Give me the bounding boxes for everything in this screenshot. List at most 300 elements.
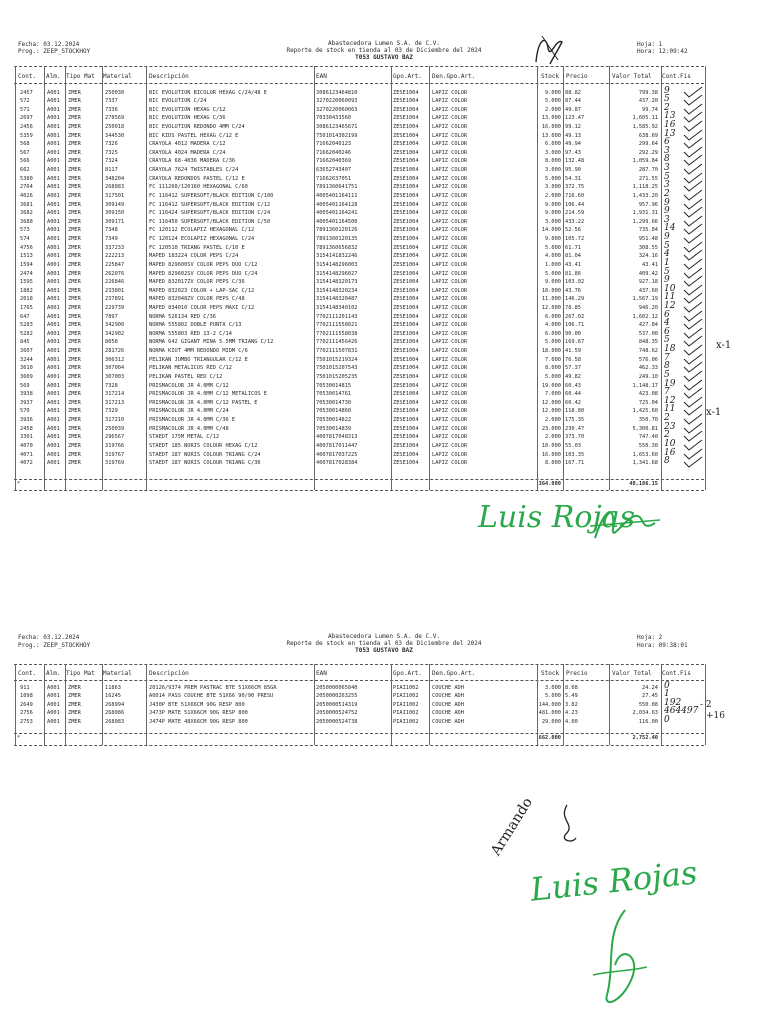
- cell-precio: 97.43: [565, 149, 581, 156]
- cell-conteo-fisico: 5: [664, 335, 670, 346]
- cell-cont: 3936: [20, 417, 33, 424]
- cell-descripcion: NORMA 555802 DOBLE PUNTA C/13: [149, 322, 242, 329]
- cell-cont: 2474: [20, 270, 33, 277]
- handwritten-name: Luis Rojas: [528, 853, 699, 909]
- cell-cont: 571: [20, 106, 30, 113]
- cell-conteo-fisico: 16: [664, 119, 676, 130]
- cell-tipo-material: ZMER: [68, 106, 81, 113]
- cell-almacen: A001: [47, 710, 60, 717]
- cell-denominacion-grupo: COUCHE ADH: [432, 685, 464, 691]
- column-header-cont: Cont.: [18, 73, 37, 80]
- cell-denominacion-grupo: LAPIZ COLOR: [432, 218, 468, 225]
- cell-stock: 10.000: [541, 442, 561, 449]
- cell-stock: 12.000: [541, 399, 561, 406]
- cell-valor-total: 1,148.17: [632, 382, 658, 389]
- cell-precio: 103.02: [565, 279, 585, 286]
- cell-cont: 4071: [20, 451, 33, 458]
- cell-material: 226846: [105, 279, 125, 286]
- cell-ean: 7501015219324: [316, 356, 358, 363]
- cell-tipo-material: ZMER: [68, 244, 81, 251]
- cell-ean: 3270220060063: [316, 106, 358, 113]
- cell-ean: 3154148296027: [316, 270, 358, 277]
- cell-cont: 5380: [20, 175, 33, 182]
- cell-grupo-articulo: ZESE1004: [393, 106, 419, 113]
- cell-cont: 574: [20, 236, 30, 243]
- cell-grupo-articulo: ZESE1004: [393, 434, 419, 441]
- cell-precio: 43.76: [565, 287, 581, 294]
- column-separator: [314, 664, 315, 745]
- cell-descripcion: CRAYOLA 68-4036 MADERA C/36: [149, 158, 236, 165]
- cell-ean: 70530014730: [316, 399, 352, 406]
- cell-cont: 568: [20, 141, 30, 148]
- cell-almacen: A001: [47, 701, 60, 708]
- cell-almacen: A001: [47, 236, 60, 243]
- cell-ean: 3154148296003: [316, 261, 358, 268]
- cell-conteo-fisico: 10: [664, 283, 676, 294]
- cell-tipo-material: ZMER: [68, 693, 81, 700]
- report-program: Prog.: ZEEP_STOCKHOY: [18, 642, 91, 649]
- cell-almacen: A001: [47, 382, 60, 389]
- cell-ean: 3154148320487: [316, 296, 358, 303]
- cell-descripcion: 20126/9374 PREM PASTRAC BTE 51X66CM 85GR: [149, 685, 277, 691]
- cell-tipo-material: ZMER: [68, 141, 81, 148]
- table-row: [0, 681, 768, 692]
- column-header-material: Material: [103, 670, 132, 677]
- cell-tipo-material: ZMER: [68, 373, 81, 380]
- cell-cont: 2756: [20, 710, 33, 717]
- cell-tipo-material: ZMER: [68, 348, 81, 355]
- cell-tipo-material: ZMER: [68, 685, 81, 691]
- cell-denominacion-grupo: LAPIZ COLOR: [432, 365, 468, 372]
- cell-material: 309150: [105, 210, 125, 217]
- column-header-ean: EAN: [316, 670, 327, 677]
- cell-material: 319767: [105, 451, 125, 458]
- cell-grupo-articulo: ZESE1004: [393, 270, 419, 277]
- cell-conteo-fisico: 19: [664, 378, 676, 389]
- cell-material: 7328: [105, 382, 118, 389]
- cell-almacen: A001: [47, 373, 60, 380]
- cell-cont: 2649: [20, 701, 33, 708]
- cell-valor-total: 848.35: [638, 339, 658, 346]
- handwritten-note: +16: [706, 711, 725, 721]
- cell-precio: 88.82: [565, 89, 581, 96]
- report-date: Fecha: 03.12.2024: [18, 41, 80, 48]
- cell-denominacion-grupo: LAPIZ COLOR: [432, 192, 468, 199]
- cell-valor-total: 725.04: [638, 399, 658, 406]
- cell-almacen: A001: [47, 98, 60, 105]
- column-header-ean: EAN: [316, 73, 327, 80]
- cell-conteo-fisico: 0: [664, 681, 670, 691]
- cell-conteo-fisico: 8: [664, 154, 670, 165]
- handwritten-signature: Armando: [488, 795, 536, 859]
- cell-material: 250039: [105, 425, 125, 432]
- cell-denominacion-grupo: LAPIZ COLOR: [432, 175, 468, 182]
- cell-almacen: A001: [47, 244, 60, 251]
- cell-material: 317214: [105, 391, 125, 398]
- cell-tipo-material: ZMER: [68, 442, 81, 449]
- cell-denominacion-grupo: LAPIZ COLOR: [432, 391, 468, 398]
- cell-grupo-articulo: ZESE1004: [393, 391, 419, 398]
- cell-descripcion: BIC EVOLUTION BICOLOR HEXAG C/24/48 E: [149, 89, 267, 96]
- cell-precio: 175.35: [565, 417, 585, 424]
- column-header-conteo-fisico: Cont.Fis: [662, 670, 691, 677]
- cell-almacen: A001: [47, 167, 60, 174]
- cell-denominacion-grupo: LAPIZ COLOR: [432, 227, 468, 234]
- cell-conteo-fisico: 5: [664, 240, 670, 251]
- cell-almacen: A001: [47, 106, 60, 113]
- cell-cont: 845: [20, 339, 30, 346]
- cell-stock: 5.000: [545, 244, 561, 251]
- cell-ean: 7501015205235: [316, 373, 358, 380]
- cell-denominacion-grupo: COUCHE ADH: [432, 701, 464, 708]
- cell-tipo-material: ZMER: [68, 236, 81, 243]
- cell-stock: 18.000: [541, 348, 561, 355]
- cell-precio: 716.60: [565, 192, 585, 199]
- cell-cont: 4070: [20, 442, 33, 449]
- column-separator: [44, 664, 45, 745]
- cell-conteo-fisico: 192: [664, 697, 682, 708]
- cell-descripcion: PRISMACOLOR JR 4.0MM C/36 E: [149, 417, 236, 424]
- cell-tipo-material: ZMER: [68, 287, 81, 294]
- cell-cont: 1765: [20, 305, 33, 311]
- cell-stock: 144.000: [538, 701, 561, 708]
- column-header-grupo-articulo: Gpo.Art.: [393, 73, 422, 80]
- cell-grupo-articulo: ZESE1004: [393, 322, 419, 329]
- cell-ean: 3154148340102: [316, 305, 358, 311]
- cell-descripcion: BIC EVOLUTION REDONDO 4MM C/24: [149, 123, 245, 130]
- cell-stock: 1.000: [545, 261, 561, 268]
- cell-precio: 99.12: [565, 123, 581, 130]
- cell-denominacion-grupo: LAPIZ COLOR: [432, 434, 468, 441]
- cell-almacen: A001: [47, 365, 60, 372]
- cell-conteo-fisico: 2: [664, 430, 670, 441]
- cell-almacen: A001: [47, 451, 60, 458]
- column-header-descripcion: Descripción: [149, 670, 189, 677]
- cell-denominacion-grupo: LAPIZ COLOR: [432, 279, 468, 286]
- cell-stock: 4.000: [545, 253, 561, 260]
- cell-denominacion-grupo: LAPIZ COLOR: [432, 382, 468, 389]
- cell-cont: 2456: [20, 123, 33, 130]
- cell-denominacion-grupo: LAPIZ COLOR: [432, 261, 468, 268]
- cell-material: 306312: [105, 356, 125, 363]
- total-marker: *: [17, 481, 21, 487]
- cell-cont: 5359: [20, 132, 33, 139]
- cell-tipo-material: ZMER: [68, 158, 81, 165]
- cell-ean: 3270220060093: [316, 98, 358, 105]
- cell-grupo-articulo: ZESE1004: [393, 417, 419, 424]
- cell-cont: 2018: [20, 296, 33, 303]
- cell-ean: 7702111558021: [316, 322, 358, 329]
- cell-tipo-material: ZMER: [68, 460, 81, 467]
- column-separator: [102, 664, 103, 745]
- cell-conteo-fisico: 23: [664, 421, 676, 432]
- cell-descripcion: CRAYOLA 4012 MADERA C/12: [149, 141, 226, 148]
- cell-denominacion-grupo: LAPIZ COLOR: [432, 236, 468, 243]
- cell-cont: 1594: [20, 261, 33, 268]
- cell-conteo-fisico: 18: [664, 344, 676, 355]
- cell-ean: 70530014860: [316, 408, 352, 415]
- cell-conteo-fisico: 1: [664, 689, 670, 700]
- cell-almacen: A001: [47, 417, 60, 424]
- cell-valor-total: 1,567.19: [632, 296, 658, 303]
- cell-precio: 60.44: [565, 391, 581, 398]
- column-separator: [661, 664, 662, 745]
- cell-material: 7337: [105, 98, 118, 105]
- cell-grupo-articulo: ZESE1004: [393, 201, 419, 208]
- cell-material: 319766: [105, 442, 125, 449]
- cell-grupo-articulo: ZESE1004: [393, 296, 419, 303]
- total-divider: [14, 745, 704, 746]
- cell-denominacion-grupo: LAPIZ COLOR: [432, 201, 468, 208]
- cell-ean: 4005401164241: [316, 210, 358, 217]
- cell-material: 268086: [105, 710, 125, 717]
- cell-stock: 8.000: [545, 460, 561, 467]
- cell-material: 342900: [105, 322, 125, 329]
- cell-descripcion: FC 120124 ECOLAPIZ HEXAGONAL C/24: [149, 236, 255, 243]
- cell-grupo-articulo: ZESE1004: [393, 218, 419, 225]
- cell-valor-total: 638.69: [638, 132, 658, 139]
- cell-stock: 5.000: [545, 693, 561, 700]
- cell-ean: 2050000065040: [316, 685, 358, 691]
- cell-stock: 5.000: [545, 98, 561, 105]
- cell-cont: 3681: [20, 201, 33, 208]
- cell-denominacion-grupo: LAPIZ COLOR: [432, 149, 468, 156]
- cell-grupo-articulo: ZESE1004: [393, 279, 419, 286]
- cell-ean: 4007817011447: [316, 442, 358, 449]
- cell-cont: 1595: [20, 279, 33, 286]
- cell-valor-total: 927.18: [638, 279, 658, 286]
- cell-ean: 7702111456426: [316, 339, 358, 346]
- cell-descripcion: BIC EVOLUTION HEXAG C/12: [149, 106, 226, 113]
- cell-denominacion-grupo: LAPIZ COLOR: [432, 106, 468, 113]
- cell-grupo-articulo: ZESE1004: [393, 227, 419, 234]
- cell-conteo-fisico: 3: [664, 180, 670, 191]
- cell-grupo-articulo: ZESE1004: [393, 365, 419, 372]
- cell-stock: 13.000: [541, 132, 561, 139]
- cell-grupo-articulo: ZESE1004: [393, 460, 419, 467]
- cell-tipo-material: ZMER: [68, 339, 81, 346]
- cell-tipo-material: ZMER: [68, 89, 81, 96]
- column-separator: [705, 664, 706, 745]
- cell-descripcion: FC 120510 TRIANG PASTEL C/10 E: [149, 244, 245, 251]
- cell-material: 317501: [105, 192, 125, 199]
- cell-material: 225847: [105, 261, 125, 268]
- cell-conteo-fisico: 9: [664, 275, 670, 286]
- cell-ean: 3154148320234: [316, 287, 358, 294]
- cell-denominacion-grupo: LAPIZ COLOR: [432, 89, 468, 96]
- cell-stock: 29.000: [541, 718, 561, 725]
- cell-ean: 7891360120135: [316, 236, 358, 243]
- cell-tipo-material: ZMER: [68, 710, 81, 717]
- cell-cont: 647: [20, 313, 30, 320]
- cell-denominacion-grupo: LAPIZ COLOR: [432, 210, 468, 217]
- cell-ean: 4005401164111: [316, 192, 358, 199]
- cell-material: 250030: [105, 89, 125, 96]
- cell-ean: 4005401164128: [316, 201, 358, 208]
- cell-denominacion-grupo: LAPIZ COLOR: [432, 313, 468, 320]
- cell-cont: 2458: [20, 425, 33, 432]
- cell-stock: 8.000: [545, 365, 561, 372]
- cell-precio: 267.02: [565, 313, 585, 320]
- cell-descripcion: NORMA KIUT 4MM REDONDO MIDM C/6: [149, 348, 248, 355]
- cell-conteo-fisico: 5: [664, 94, 670, 105]
- cell-conteo-fisico: 1: [664, 257, 670, 268]
- cell-descripcion: CRAYOLA 4024 MADERA C/24: [149, 149, 226, 156]
- cell-grupo-articulo: ZESE1004: [393, 192, 419, 199]
- cell-material: 309149: [105, 201, 125, 208]
- cell-grupo-articulo: PIAI1002: [393, 685, 419, 691]
- cell-conteo-fisico: 9: [664, 232, 670, 243]
- cell-precio: 106.44: [565, 201, 585, 208]
- cell-material: 8117: [105, 167, 118, 174]
- cell-precio: 118.80: [565, 408, 585, 415]
- cell-valor-total: 5,300.81: [632, 425, 658, 432]
- store-name: T053 GUSTAVO BAZ: [355, 647, 413, 654]
- cell-precio: 87.44: [565, 98, 581, 105]
- cell-conteo-fisico: 16: [664, 447, 676, 458]
- cell-material: 317210: [105, 417, 125, 424]
- cell-denominacion-grupo: LAPIZ COLOR: [432, 287, 468, 294]
- cell-precio: 81.86: [565, 270, 581, 277]
- column-header-material: Material: [103, 73, 132, 80]
- total-stock: 364.000: [538, 481, 561, 487]
- cell-tipo-material: ZMER: [68, 330, 81, 337]
- cell-descripcion: STAEDT 187 NORIS COLOUR TRIANG C/24: [149, 451, 261, 458]
- cell-descripcion: MAPED 832048ZV COLOR PEPS C/48: [149, 296, 245, 303]
- cell-ean: 70530014815: [316, 382, 352, 389]
- cell-descripcion: PRISMACOLOR JR 4.0MM C/12 METALICOS E: [149, 391, 267, 398]
- cell-descripcion: FC 116412 SUPERSOFT/BLACK EDITION C/100: [149, 192, 274, 199]
- cell-valor-total: 2,034.63: [632, 710, 658, 717]
- cell-denominacion-grupo: LAPIZ COLOR: [432, 399, 468, 406]
- cell-tipo-material: ZMER: [68, 218, 81, 225]
- cell-denominacion-grupo: LAPIZ COLOR: [432, 408, 468, 415]
- cell-material: 344530: [105, 132, 125, 139]
- cell-descripcion: FC 116424 SUPERSOFT/BLACK EDITION C/24: [149, 210, 271, 217]
- cell-cont: 3244: [20, 356, 33, 363]
- cell-material: 7326: [105, 141, 118, 148]
- column-header-denominacion-grupo: Den.Gpo.Art.: [432, 670, 476, 677]
- cell-valor-total: 1,653.60: [632, 451, 658, 458]
- column-header-denominacion-grupo: Den.Gpo.Art.: [432, 73, 476, 80]
- cell-conteo-fisico: 6: [664, 326, 670, 337]
- cell-denominacion-grupo: LAPIZ COLOR: [432, 253, 468, 260]
- cell-tipo-material: ZMER: [68, 322, 81, 329]
- cell-conteo-fisico: 0: [664, 714, 670, 725]
- cell-tipo-material: ZMER: [68, 365, 81, 372]
- cell-conteo-fisico: 8: [664, 456, 670, 467]
- store-name: T053 GUSTAVO BAZ: [355, 54, 413, 61]
- cell-almacen: A001: [47, 261, 60, 268]
- cell-precio: 57.37: [565, 365, 581, 372]
- cell-conteo-fisico: 11: [664, 404, 676, 415]
- cell-descripcion: STAEDT 185 NORIS COLOUR HEXAG C/12: [149, 442, 258, 449]
- cell-cont: 911: [20, 685, 30, 691]
- cell-stock: 9.000: [545, 201, 561, 208]
- column-header-precio: Precio: [566, 670, 588, 677]
- cell-cont: 2764: [20, 184, 33, 191]
- cell-almacen: A001: [47, 305, 60, 311]
- cell-denominacion-grupo: LAPIZ COLOR: [432, 158, 468, 165]
- cell-grupo-articulo: ZESE1004: [393, 98, 419, 105]
- column-header-stock: Stock: [541, 670, 560, 677]
- column-separator: [537, 664, 538, 745]
- cell-precio: 76.58: [565, 356, 581, 363]
- cell-ean: 71662637051: [316, 175, 352, 182]
- cell-grupo-articulo: PIAI1002: [393, 710, 419, 717]
- cell-stock: 4.000: [545, 322, 561, 329]
- cell-almacen: A001: [47, 227, 60, 234]
- cell-stock: 3.000: [545, 167, 561, 174]
- cell-descripcion: BIC KIDS PASTEL HEXAG C/12 E: [149, 132, 239, 139]
- column-separator: [609, 664, 610, 745]
- column-header-almacen: Alm.: [46, 670, 61, 677]
- cell-almacen: A001: [47, 348, 60, 355]
- cell-precio: 43.41: [565, 261, 581, 268]
- column-separator: [15, 664, 16, 745]
- cell-valor-total: 735.84: [638, 227, 658, 234]
- cell-denominacion-grupo: COUCHE ADH: [432, 693, 464, 700]
- cell-valor-total: 550.08: [638, 701, 658, 708]
- column-separator: [146, 664, 147, 745]
- cell-stock: 9.000: [545, 89, 561, 96]
- cell-grupo-articulo: ZESE1004: [393, 167, 419, 174]
- cell-material: 348204: [105, 175, 125, 182]
- cell-almacen: A001: [47, 442, 60, 449]
- cell-denominacion-grupo: LAPIZ COLOR: [432, 132, 468, 139]
- cell-conteo-fisico: 5: [664, 266, 670, 277]
- cell-material: 307003: [105, 373, 125, 380]
- cell-ean: 3154141832246: [316, 253, 358, 260]
- cell-valor-total: 287.70: [638, 167, 658, 174]
- cell-grupo-articulo: ZESE1004: [393, 210, 419, 217]
- cell-stock: 7.000: [545, 356, 561, 363]
- cell-denominacion-grupo: LAPIZ COLOR: [432, 425, 468, 432]
- cell-precio: 5.49: [565, 693, 578, 700]
- cell-valor-total: 27.45: [642, 693, 658, 700]
- cell-precio: 123.47: [565, 115, 585, 122]
- cell-descripcion: J430P BTE 51X66CM 90G RESP 800: [149, 701, 245, 708]
- cell-stock: 6.000: [545, 141, 561, 148]
- cell-stock: 6.000: [545, 330, 561, 337]
- cell-almacen: A001: [47, 149, 60, 156]
- cell-ean: 70330433560: [316, 115, 352, 122]
- cell-ean: 2050000524738: [316, 718, 358, 725]
- cell-precio: 230.47: [565, 425, 585, 432]
- cell-tipo-material: ZMER: [68, 175, 81, 182]
- cell-ean: 70530014761: [316, 391, 352, 398]
- cell-precio: 49.82: [565, 373, 581, 380]
- cell-precio: 61.71: [565, 244, 581, 251]
- cell-denominacion-grupo: LAPIZ COLOR: [432, 451, 468, 458]
- cell-tipo-material: ZMER: [68, 115, 81, 122]
- cell-valor-total: 576.06: [638, 356, 658, 363]
- cell-ean: 3154148320173: [316, 279, 358, 286]
- cell-denominacion-grupo: LAPIZ COLOR: [432, 167, 468, 174]
- cell-valor-total: 1,425.60: [632, 408, 658, 415]
- cell-cont: 5283: [20, 322, 33, 329]
- column-header-valor-total: Valor Total: [612, 73, 652, 80]
- cell-material: 342902: [105, 330, 125, 337]
- cell-valor-total: 350.70: [638, 417, 658, 424]
- report-program: Prog.: ZEEP_STOCKHOY: [18, 48, 91, 55]
- cell-denominacion-grupo: COUCHE ADH: [432, 718, 464, 725]
- cell-almacen: A001: [47, 115, 60, 122]
- cell-cont: 3682: [20, 210, 33, 217]
- cell-valor-total: 946.20: [638, 305, 658, 311]
- cell-conteo-fisico: 14: [664, 223, 676, 234]
- cell-valor-total: 1,433.20: [632, 192, 658, 199]
